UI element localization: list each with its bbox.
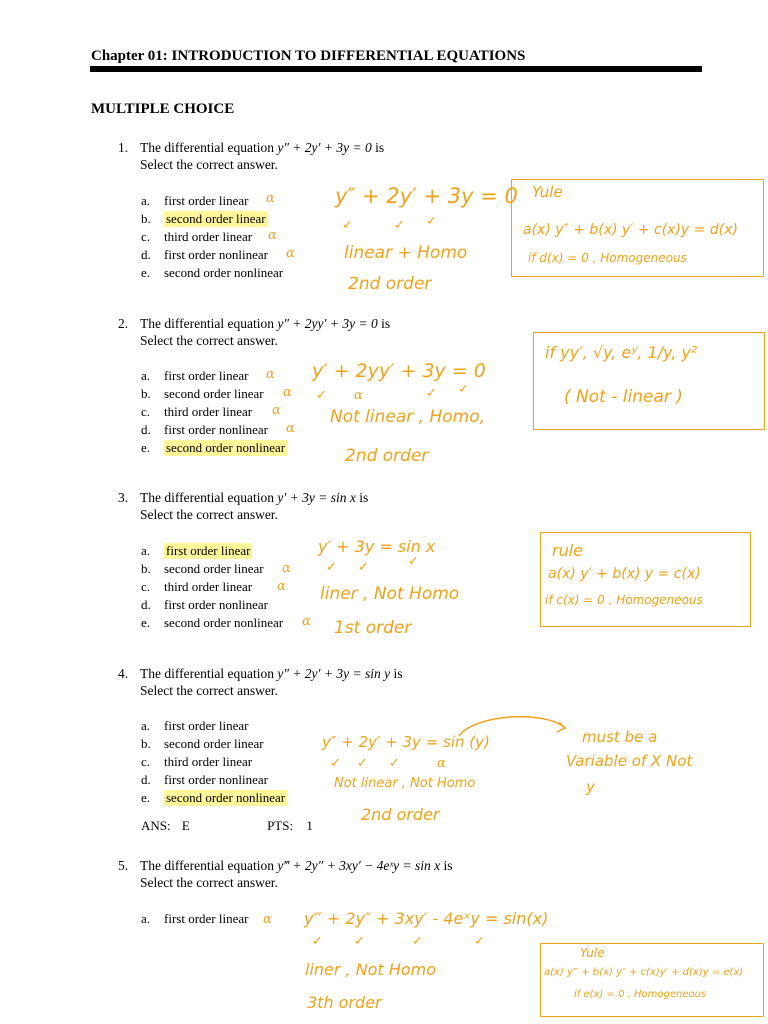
pts-label: PTS: (267, 818, 294, 833)
question-instruction: Select the correct answer. (140, 875, 278, 890)
handwritten-note: liner , Not Homo (320, 584, 460, 604)
question-instruction: Select the correct answer. (140, 333, 278, 348)
check-mark: ✓ (358, 560, 369, 575)
check-mark: ✓ (312, 934, 323, 949)
question-equation: y″ + 2y′ + 3y = sin y (277, 666, 391, 681)
question-number: 5. (118, 858, 129, 873)
check-mark: ✓ (342, 218, 353, 233)
title-rule (90, 66, 702, 72)
handwritten-note: 2nd order (348, 274, 432, 294)
handwritten-note: 3th order (307, 993, 382, 1012)
question-prefix: The differential equation (140, 316, 274, 331)
question-number: 2. (118, 316, 129, 331)
question-5 (118, 857, 478, 893)
rule-equation: a(x) y′ + b(x) y = c(x) (548, 566, 701, 582)
handwritten-equation: y″ + 2y′ + 3y = sin (y) (322, 733, 490, 751)
alpha-mark: α (266, 367, 275, 382)
check-mark: ✓ (389, 756, 400, 771)
question-suffix: is (375, 140, 385, 155)
question-equation: y″ + 2y′ + 3y = 0 (277, 140, 372, 155)
alpha-mark: α (437, 756, 446, 771)
question-3 (118, 489, 448, 525)
question-equation: y‴ + 2y″ + 3xy′ − 4eˣy = sin x (277, 858, 441, 873)
ans-label: ANS: (141, 818, 171, 833)
question-4 (118, 665, 448, 701)
question-equation: y″ + 2yy′ + 3y = 0 (277, 316, 378, 331)
option-4c[interactable]: c. third order linear (141, 754, 253, 769)
option-5a[interactable]: a. first order linear (141, 911, 249, 926)
handwritten-side-note: must be a (582, 728, 658, 746)
alpha-mark: α (272, 403, 281, 418)
handwritten-note: Not linear , Not Homo (334, 776, 476, 791)
option-1a[interactable]: a. first order linear (141, 193, 249, 208)
rule-note: ( Not - linear ) (564, 387, 683, 407)
check-mark: ✓ (394, 218, 405, 233)
handwritten-equation: y‴ + 2y″ + 3xy′ - 4eˣy = sin(x) (304, 909, 549, 928)
handwritten-equation: y′ + 3y = sin x (318, 537, 436, 556)
option-1e[interactable]: e. second order nonlinear (141, 265, 284, 280)
check-mark: ✓ (408, 554, 419, 569)
check-mark: ✓ (326, 560, 337, 575)
handwritten-equation: y″ + 2y′ + 3y = 0 (335, 184, 518, 208)
question-number: 3. (118, 490, 129, 505)
answer-line (141, 818, 341, 834)
alpha-mark: α (277, 579, 286, 594)
pts-value: 1 (306, 818, 313, 833)
option-1c[interactable]: c. third order linear (141, 229, 253, 244)
rule-title: Yule (532, 183, 563, 201)
option-2c[interactable]: c. third order linear (141, 404, 253, 419)
option-2e[interactable]: e. second order nonlinear (141, 440, 286, 455)
highlighted-answer: second order linear (166, 211, 266, 226)
question-1 (118, 139, 448, 175)
check-mark: ✓ (426, 214, 437, 229)
option-1b[interactable]: b. second order linear (141, 211, 266, 226)
ans-value: E (181, 818, 190, 833)
option-3e[interactable]: e. second order nonlinear (141, 615, 284, 630)
rule-condition: if e(x) = 0 , Homogeneous (574, 989, 707, 1000)
handwritten-side-note: Variable of X Not (566, 752, 693, 770)
alpha-mark: α (286, 246, 295, 261)
handwritten-note: 2nd order (361, 805, 440, 824)
handwritten-note: 1st order (334, 618, 412, 638)
alpha-mark: α (286, 421, 295, 436)
highlighted-answer: second order nonlinear (166, 790, 286, 805)
check-mark: ✓ (330, 756, 341, 771)
option-4a[interactable]: a. first order linear (141, 718, 249, 733)
alpha-mark: α (282, 561, 291, 576)
check-mark: ✓ (474, 934, 485, 949)
check-mark: ✓ (458, 382, 469, 397)
rule-box (540, 943, 764, 1017)
question-suffix: is (381, 316, 391, 331)
rule-equation: a(x) y‴ + b(x) y″ + c(x)y′ + d(x)y = e(x) (544, 967, 744, 978)
option-3d[interactable]: d. first order nonlinear (141, 597, 268, 612)
option-4e[interactable]: e. second order nonlinear (141, 790, 286, 805)
option-3a[interactable]: a. first order linear (141, 543, 251, 558)
handwritten-note: 2nd order (345, 446, 429, 466)
alpha-mark: α (263, 912, 272, 927)
handwritten-side-note: y (586, 778, 595, 796)
question-equation: y′ + 3y = sin x (277, 490, 356, 505)
section-title: MULTIPLE CHOICE (91, 101, 235, 117)
rule-condition: if d(x) = 0 , Homogeneous (528, 251, 687, 265)
alpha-mark: α (354, 388, 363, 403)
handwritten-equation: y′ + 2yy′ + 3y = 0 (312, 360, 486, 382)
chapter-title: Chapter 01: INTRODUCTION TO DIFFERENTIAL EQUATIONS (91, 48, 526, 64)
rule-title: Yule (580, 946, 605, 960)
highlighted-answer: first order linear (166, 543, 251, 558)
option-3b[interactable]: b. second order linear (141, 561, 264, 576)
option-3c[interactable]: c. third order linear (141, 579, 253, 594)
option-2a[interactable]: a. first order linear (141, 368, 249, 383)
check-mark: ✓ (426, 386, 437, 401)
alpha-mark: α (302, 614, 311, 629)
alpha-mark: α (283, 385, 292, 400)
question-suffix: is (359, 490, 369, 505)
check-mark: ✓ (357, 756, 368, 771)
arrow-annotation (455, 710, 575, 740)
question-instruction: Select the correct answer. (140, 157, 278, 172)
question-prefix: The differential equation (140, 140, 274, 155)
alpha-mark: α (266, 191, 275, 206)
check-mark: ✓ (354, 934, 365, 949)
check-mark: ✓ (412, 934, 423, 949)
handwritten-note: liner , Not Homo (305, 960, 437, 979)
question-number: 1. (118, 140, 129, 155)
option-4d[interactable]: d. first order nonlinear (141, 772, 268, 787)
option-1d[interactable]: d. first order nonlinear (141, 247, 268, 262)
question-prefix: The differential equation (140, 858, 274, 873)
rule-title: rule (552, 541, 584, 560)
question-prefix: The differential equation (140, 666, 274, 681)
check-mark: ✓ (316, 388, 327, 403)
question-number: 4. (118, 666, 129, 681)
rule-line: if yy′, √y, eʸ, 1/y, y² (545, 343, 698, 362)
option-4b[interactable]: b. second order linear (141, 736, 264, 751)
rule-condition: if c(x) = 0 , Homogeneous (545, 593, 703, 607)
question-instruction: Select the correct answer. (140, 507, 278, 522)
question-2 (118, 315, 448, 351)
option-2b[interactable]: b. second order linear (141, 386, 264, 401)
question-instruction: Select the correct answer. (140, 683, 278, 698)
rule-equation: a(x) y″ + b(x) y′ + c(x)y = d(x) (523, 222, 738, 238)
question-suffix: is (443, 858, 453, 873)
question-prefix: The differential equation (140, 490, 274, 505)
question-suffix: is (393, 666, 403, 681)
option-2d[interactable]: d. first order nonlinear (141, 422, 268, 437)
highlighted-answer: second order nonlinear (166, 440, 286, 455)
alpha-mark: α (268, 228, 277, 243)
handwritten-note: linear + Homo (344, 243, 468, 263)
handwritten-note: Not linear , Homo, (330, 407, 486, 427)
